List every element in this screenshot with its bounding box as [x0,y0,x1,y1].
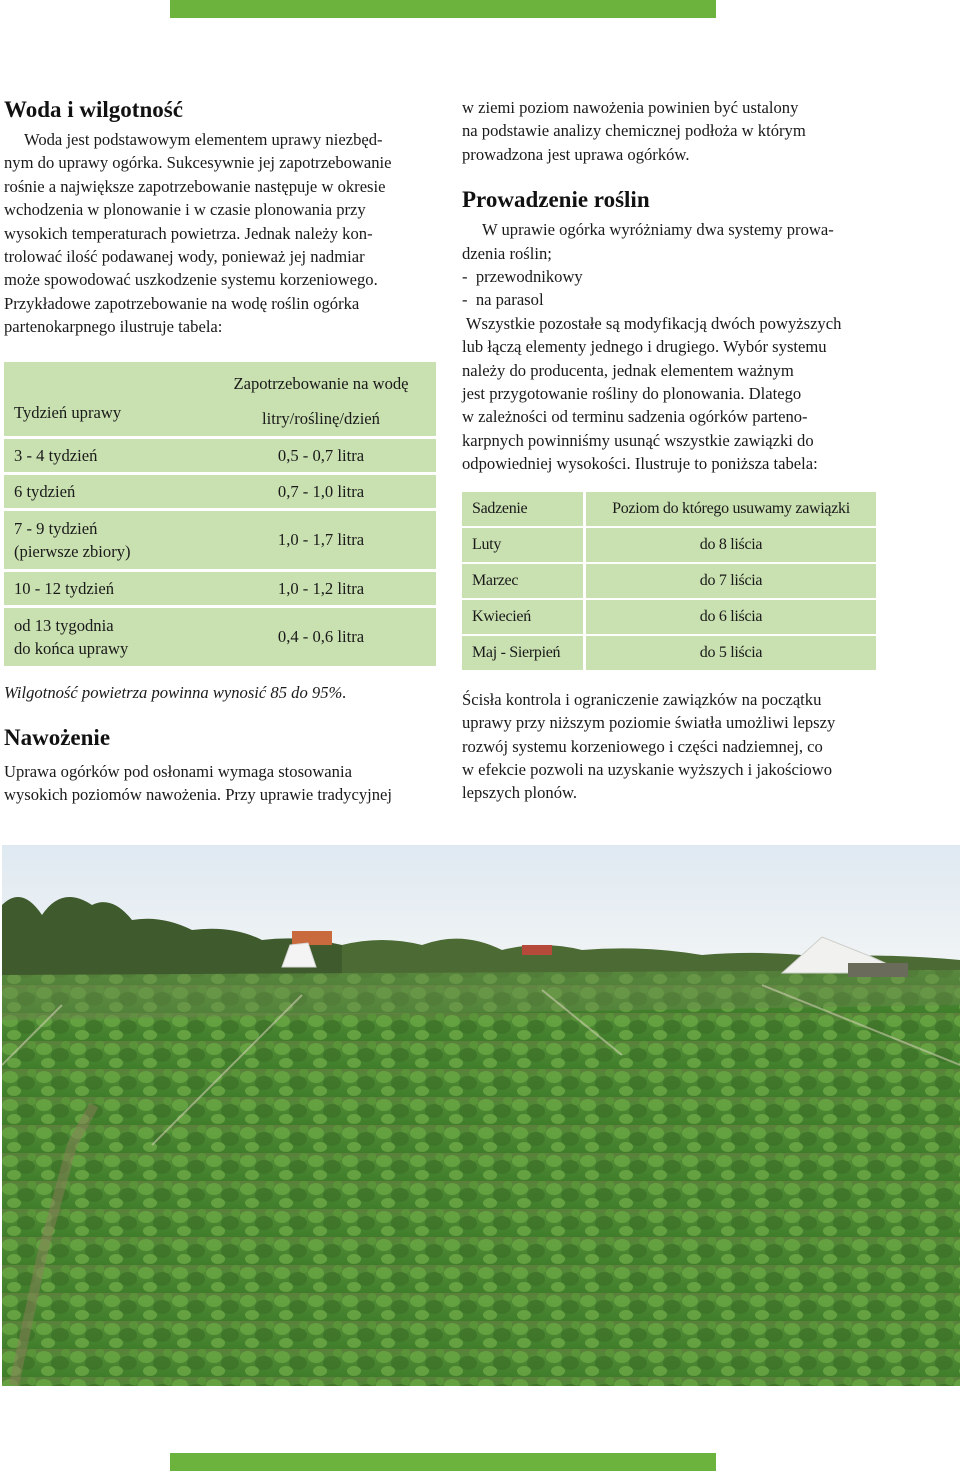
water-section-title: Woda i wilgotność [4,97,183,122]
table-row: Kwiecień do 6 liścia [462,600,876,634]
training-section-title: Prowadzenie roślin [462,187,650,213]
humidity-note: Wilgotność powietrza powinna wynosić 85 do 95%. [4,682,347,702]
continuation-paragraph: w ziemi poziom nawożenia powinien być ustalony na podstawie analizy chemicznej podłoża w którym prowadzona jest uprawa ogórków. [462,98,806,164]
fertilization-section-title: Nawożenie [4,725,111,751]
pruning-table [462,490,876,672]
header-week: Tydzień uprawy [4,362,206,436]
table-row: 10 - 12 tydzień 1,0 - 1,2 litra [4,572,436,605]
header-level: Poziom do którego usuwamy zawiązki [586,492,876,526]
top-accent-bar [170,0,716,18]
table-row: 6 tydzień 0,7 - 1,0 litra [4,475,436,508]
water-requirement-table [4,359,436,669]
cucumber-field-photo [2,845,960,1386]
table-header-row [462,492,876,526]
closing-paragraph: Ścisła kontrola i ograniczenie zawiązków na początku uprawy przy niższym poziomie światła umożliwi lepszy rozwój systemu korzeniowego i części nadziemnej, co w efekcie pozwoli na uzyskanie wyższych i jakościowo lepszych plonów. [462,689,836,803]
table-row: 3 - 4 tydzień 0,5 - 0,7 litra [4,439,436,472]
table-row: 7 - 9 tydzień (pierwsze zbiory) 1,0 - 1,7 litra [4,511,436,569]
bottom-accent-bar [170,1453,716,1471]
training-paragraph: W uprawie ogórka wyróżniamy dwa systemy prowa- dzenia roślin; - przewodnikowy - na parasol Wszystkie pozostałe są modyfikacją dwóch powyższych lub łączą elementy jednego i drugiego. Wybór systemu należy do producenta, jednak elementem ważnym jest przygotowanie rośliny do plonowania. Dlatego w zależności od terminu sadzenia ogórków parteno- karpnych powinniśmy usunąć wszystkie zawiązki do odpowiedniej wysokości. Ilustruje to poniższa tabela: [462,220,842,474]
header-planting: Sadzenie [462,492,586,526]
table-row: Maj - Sierpień do 5 liścia [462,636,876,670]
table-row: Marzec do 7 liścia [462,564,876,598]
right-column [462,96,882,805]
water-paragraph: Woda jest podstawowym elementem uprawy niezbęd- nym do uprawy ogórka. Sukcesywnie jej zapotrzebowanie rośnie a największe zapotrzebowanie następuje w okresie wchodzenia w plonowanie i w czasie plonowania przy wysokich temperaturach powietrza. Jednak należy kon- trolować ilość podawanej wody, ponieważ jej nadmiar może spowodować uszkodzenie systemu korzeniowego. Przykładowe zapotrzebowanie na wodę roślin ogórka partenokarpnego ilustruje tabela: [4,130,392,337]
table-row: od 13 tygodnia do końca uprawy 0,4 - 0,6 litra [4,608,436,666]
header-requirement: Zapotrzebowanie na wodę litry/roślinę/dzień [206,362,436,436]
fertilization-paragraph: Uprawa ogórków pod osłonami wymaga stosowania wysokich poziomów nawożenia. Przy uprawie tradycyjnej [4,762,392,805]
table-row: Luty do 8 liścia [462,528,876,562]
left-column [4,96,436,807]
table-header-row [4,362,436,436]
